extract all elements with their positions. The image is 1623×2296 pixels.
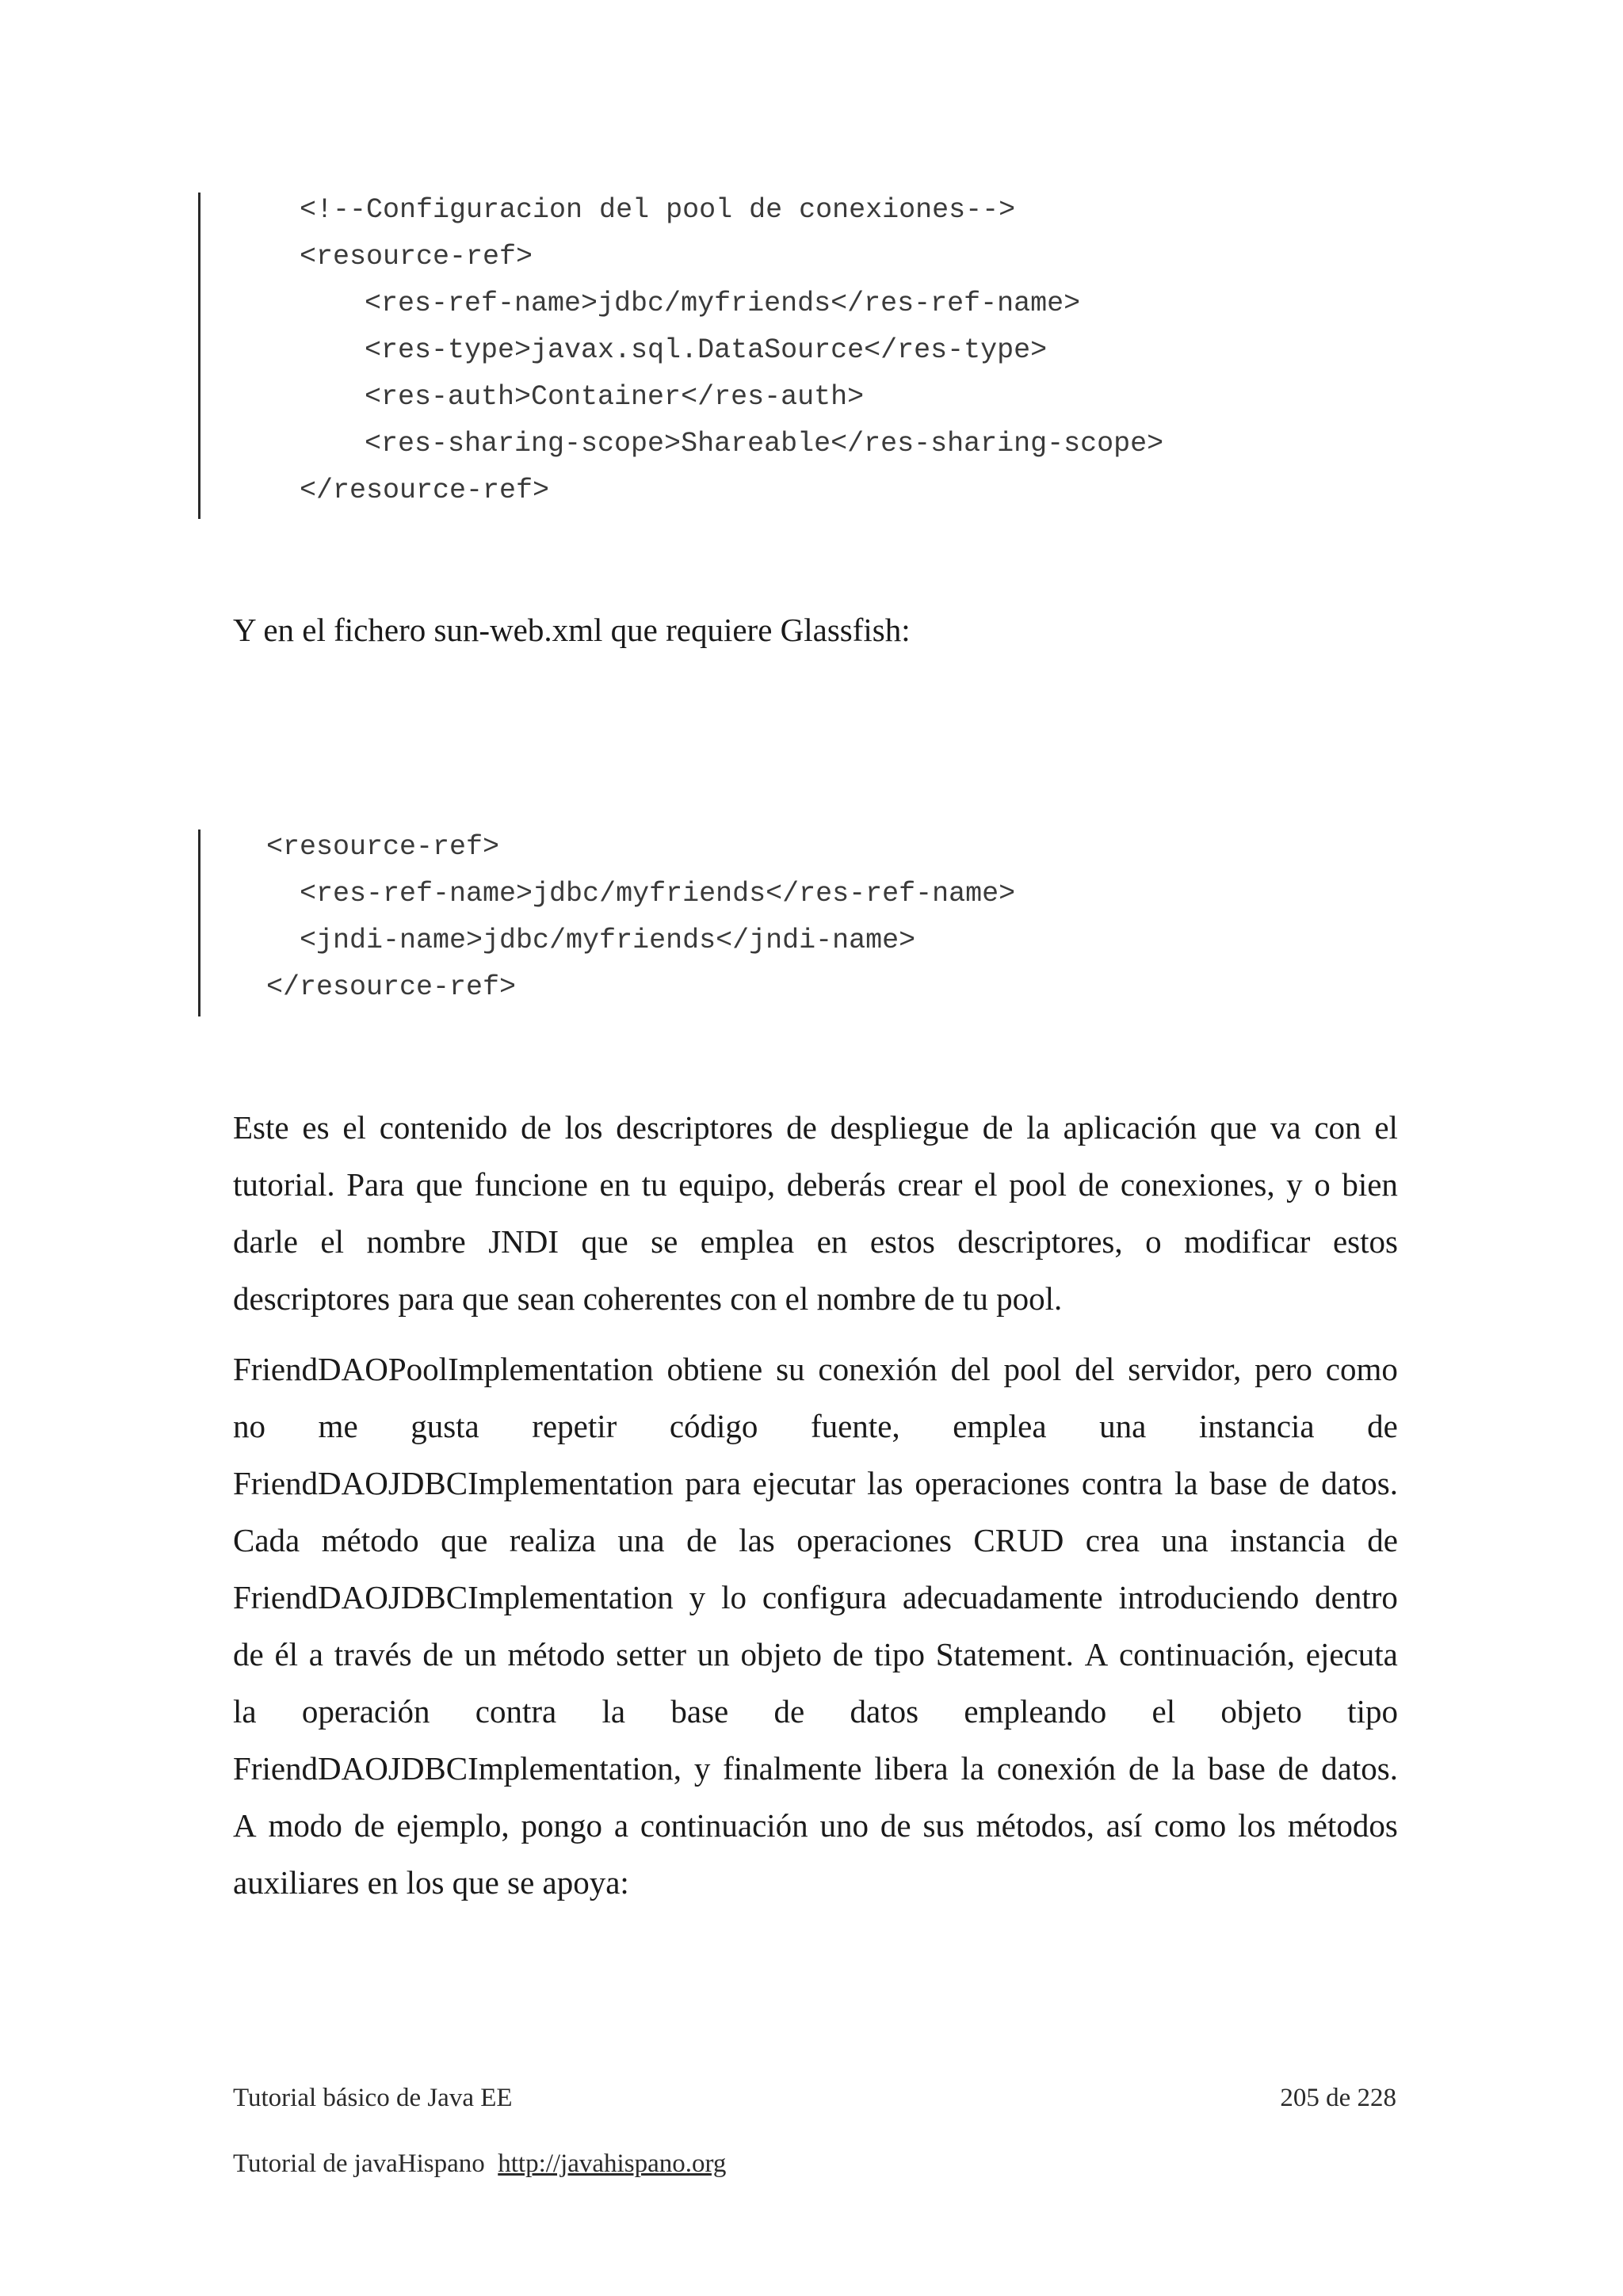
- word: y: [1286, 1166, 1303, 1203]
- word: un: [697, 1636, 730, 1672]
- paragraph-line: [233, 1410, 1398, 1443]
- word: no: [233, 1408, 265, 1444]
- word: así: [1106, 1807, 1143, 1844]
- paragraph-line: [233, 1223, 1398, 1260]
- code-block-border: [198, 830, 200, 1016]
- word: conexión: [996, 1750, 1117, 1787]
- word: que: [441, 1522, 488, 1558]
- footer-credit: Tutorial de javaHispano: [233, 2149, 485, 2178]
- code-line: <res-sharing-scope>Shareable</res-sharing-scope>: [365, 428, 1164, 460]
- paragraph-line: [233, 1109, 1398, 1146]
- word: estos: [869, 1223, 935, 1260]
- word: el: [1151, 1693, 1176, 1730]
- word: finalmente: [723, 1750, 862, 1787]
- word: de: [1367, 1408, 1398, 1444]
- paragraph-line: [233, 1166, 1398, 1203]
- word: la: [1174, 1465, 1198, 1501]
- word: los: [564, 1109, 603, 1146]
- word: continuación,: [1118, 1636, 1296, 1672]
- word: de: [521, 1109, 552, 1146]
- code-line: <!--Configuracion del pool de conexiones-->: [300, 194, 1016, 226]
- code-line: <jndi-name>jdbc/myfriends</jndi-name>: [300, 925, 916, 956]
- word: contenido: [379, 1109, 508, 1146]
- page-number: 205 de 228: [1280, 2084, 1396, 2112]
- word: realiza: [509, 1522, 596, 1558]
- word: del: [950, 1351, 991, 1387]
- word: métodos,: [976, 1807, 1094, 1844]
- word: darle: [233, 1223, 298, 1260]
- paragraph-line: [233, 1524, 1398, 1557]
- word: Para: [346, 1166, 405, 1203]
- code-line: <res-ref-name>jdbc/myfriends</res-ref-name>: [365, 288, 1081, 319]
- word: de: [880, 1807, 911, 1844]
- word: crea: [1085, 1522, 1140, 1558]
- word: empleando: [964, 1693, 1107, 1730]
- paragraph-line: [233, 1581, 1398, 1614]
- word: de: [1367, 1522, 1398, 1558]
- word: FriendDAOJDBCImplementation: [233, 1579, 674, 1615]
- word: con: [1314, 1109, 1361, 1146]
- word: fuente,: [810, 1408, 900, 1444]
- word: aplicación: [1063, 1109, 1197, 1146]
- word: despliegue: [830, 1109, 969, 1146]
- paragraph-line: [233, 1638, 1398, 1671]
- word: deberás: [786, 1166, 886, 1203]
- word: bien: [1342, 1166, 1398, 1203]
- word: que: [581, 1223, 628, 1260]
- word: FriendDAOPoolImplementation: [233, 1351, 654, 1387]
- word: estos: [1332, 1223, 1398, 1260]
- word: que: [415, 1166, 463, 1203]
- word: de: [773, 1693, 805, 1730]
- paragraph-line: [233, 1807, 1398, 1844]
- word: conexiones,: [1120, 1166, 1275, 1203]
- word: para: [685, 1465, 741, 1501]
- word: me: [318, 1408, 358, 1444]
- word: método: [321, 1522, 419, 1558]
- word: introduciendo: [1118, 1579, 1300, 1615]
- word: de: [686, 1522, 717, 1558]
- word: pool: [1009, 1166, 1067, 1203]
- word: a: [613, 1807, 629, 1844]
- code-line: <res-type>javax.sql.DataSource</res-type>: [365, 334, 1048, 366]
- footer-title: Tutorial básico de Java EE: [233, 2084, 513, 2112]
- word: el: [1374, 1109, 1398, 1146]
- code-line: <res-auth>Container</res-auth>: [365, 381, 865, 413]
- word: de: [1078, 1166, 1109, 1203]
- word: gusta: [411, 1408, 479, 1444]
- word: sus: [922, 1807, 964, 1844]
- word: FriendDAOJDBCImplementation,: [233, 1750, 682, 1787]
- word: se: [651, 1223, 678, 1260]
- code-line: </resource-ref>: [300, 475, 550, 506]
- word: y: [693, 1750, 711, 1787]
- word: un: [464, 1636, 497, 1672]
- word: una: [1099, 1408, 1147, 1444]
- word: objeto: [740, 1636, 822, 1672]
- word: que: [1209, 1109, 1258, 1146]
- word: configura: [762, 1579, 887, 1615]
- word: de: [422, 1636, 454, 1672]
- word: de: [786, 1109, 817, 1146]
- paragraph-line: [233, 1695, 1398, 1728]
- word: de: [1278, 1465, 1310, 1501]
- code-line: <resource-ref>: [266, 831, 500, 863]
- word: A: [1084, 1636, 1109, 1672]
- word: es: [302, 1109, 330, 1146]
- word: obtiene: [666, 1351, 763, 1387]
- word: datos: [850, 1693, 919, 1730]
- word: a: [308, 1636, 323, 1672]
- word: setter: [616, 1636, 687, 1672]
- word: tu: [641, 1166, 667, 1203]
- word: ejemplo,: [396, 1807, 510, 1844]
- word: una: [617, 1522, 665, 1558]
- word: de: [982, 1109, 1014, 1146]
- code-block-border: [198, 193, 200, 519]
- word: su: [776, 1351, 805, 1387]
- word: crear: [897, 1166, 963, 1203]
- word: Cada: [233, 1522, 300, 1558]
- paragraph-line: [233, 1467, 1398, 1500]
- word: el: [342, 1109, 366, 1146]
- word: el: [973, 1166, 998, 1203]
- word: base: [1209, 1465, 1268, 1501]
- footer-credit-line: [233, 2151, 726, 2177]
- word: dentro: [1315, 1579, 1398, 1615]
- word: CRUD: [973, 1522, 1064, 1558]
- word: él: [274, 1636, 299, 1672]
- word: equipo,: [678, 1166, 776, 1203]
- word: emplea: [700, 1223, 795, 1260]
- word: repetir: [532, 1408, 617, 1444]
- word: tutorial.: [233, 1166, 335, 1203]
- word: la: [601, 1693, 626, 1730]
- word: una: [1161, 1522, 1209, 1558]
- word: de: [233, 1636, 264, 1672]
- word: y: [689, 1579, 706, 1615]
- word: contra: [475, 1693, 557, 1730]
- word: las: [867, 1465, 903, 1501]
- word: JNDI: [488, 1223, 559, 1260]
- word: instancia: [1230, 1522, 1346, 1558]
- word: la: [960, 1750, 985, 1787]
- word: Este: [233, 1109, 289, 1146]
- word: de: [353, 1807, 385, 1844]
- word: operación: [301, 1693, 430, 1730]
- word: uno: [819, 1807, 869, 1844]
- word: código: [669, 1408, 758, 1444]
- word: tipo: [874, 1636, 925, 1672]
- paragraph-line: descriptores para que sean coherentes con el nombre de tu pool.: [233, 1280, 1063, 1317]
- word: emplea: [953, 1408, 1047, 1444]
- paragraph-line: [233, 1353, 1398, 1386]
- word: pongo: [521, 1807, 602, 1844]
- word: métodos: [1287, 1807, 1398, 1844]
- word: los: [1238, 1807, 1277, 1844]
- word: base: [670, 1693, 729, 1730]
- word: va: [1270, 1109, 1301, 1146]
- word: lo: [721, 1579, 747, 1615]
- word: base: [1207, 1750, 1266, 1787]
- word: libera: [874, 1750, 949, 1787]
- word: la: [1026, 1109, 1050, 1146]
- word: pool: [1003, 1351, 1062, 1387]
- word: través: [334, 1636, 412, 1672]
- word: método: [507, 1636, 605, 1672]
- footer-url-link[interactable]: http://javahispano.org: [498, 2149, 727, 2178]
- paragraph-line: auxiliares en los que se apoya:: [233, 1864, 629, 1901]
- word: operaciones: [796, 1522, 952, 1558]
- word: descriptores,: [957, 1223, 1123, 1260]
- word: Statement.: [935, 1636, 1074, 1672]
- word: de: [832, 1636, 864, 1672]
- word: modificar: [1184, 1223, 1311, 1260]
- code-line: </resource-ref>: [266, 971, 517, 1003]
- word: servidor,: [1128, 1351, 1242, 1387]
- word: nombre: [366, 1223, 466, 1260]
- word: FriendDAOJDBCImplementation: [233, 1465, 674, 1501]
- word: datos.: [1321, 1465, 1398, 1501]
- word: objeto: [1220, 1693, 1302, 1730]
- word: ejecuta: [1305, 1636, 1398, 1672]
- word: modo: [268, 1807, 342, 1844]
- word: ejecutar: [752, 1465, 856, 1501]
- intro-text: Y en el fichero sun-web.xml que requiere Glassfish:: [233, 612, 911, 648]
- code-line: <resource-ref>: [300, 241, 533, 273]
- word: el: [320, 1223, 345, 1260]
- word: como: [1154, 1807, 1227, 1844]
- word: las: [739, 1522, 775, 1558]
- word: en: [816, 1223, 848, 1260]
- word: A: [233, 1807, 257, 1844]
- word: datos.: [1321, 1750, 1398, 1787]
- word: conexión: [818, 1351, 938, 1387]
- word: la: [233, 1693, 257, 1730]
- word: como: [1325, 1351, 1398, 1387]
- word: la: [1171, 1750, 1196, 1787]
- word: continuación: [640, 1807, 808, 1844]
- word: tipo: [1347, 1693, 1398, 1730]
- word: del: [1075, 1351, 1115, 1387]
- word: operaciones: [915, 1465, 1071, 1501]
- word: en: [599, 1166, 631, 1203]
- word: de: [1277, 1750, 1309, 1787]
- word: pero: [1254, 1351, 1312, 1387]
- word: instancia: [1198, 1408, 1315, 1444]
- word: descriptores: [616, 1109, 773, 1146]
- paragraph-line: [233, 1750, 1398, 1787]
- word: o: [1145, 1223, 1162, 1260]
- word: o: [1314, 1166, 1331, 1203]
- word: funcione: [474, 1166, 588, 1203]
- word: de: [1128, 1750, 1159, 1787]
- word: adecuadamente: [902, 1579, 1103, 1615]
- code-line: <res-ref-name>jdbc/myfriends</res-ref-name>: [300, 878, 1016, 910]
- word: contra: [1081, 1465, 1163, 1501]
